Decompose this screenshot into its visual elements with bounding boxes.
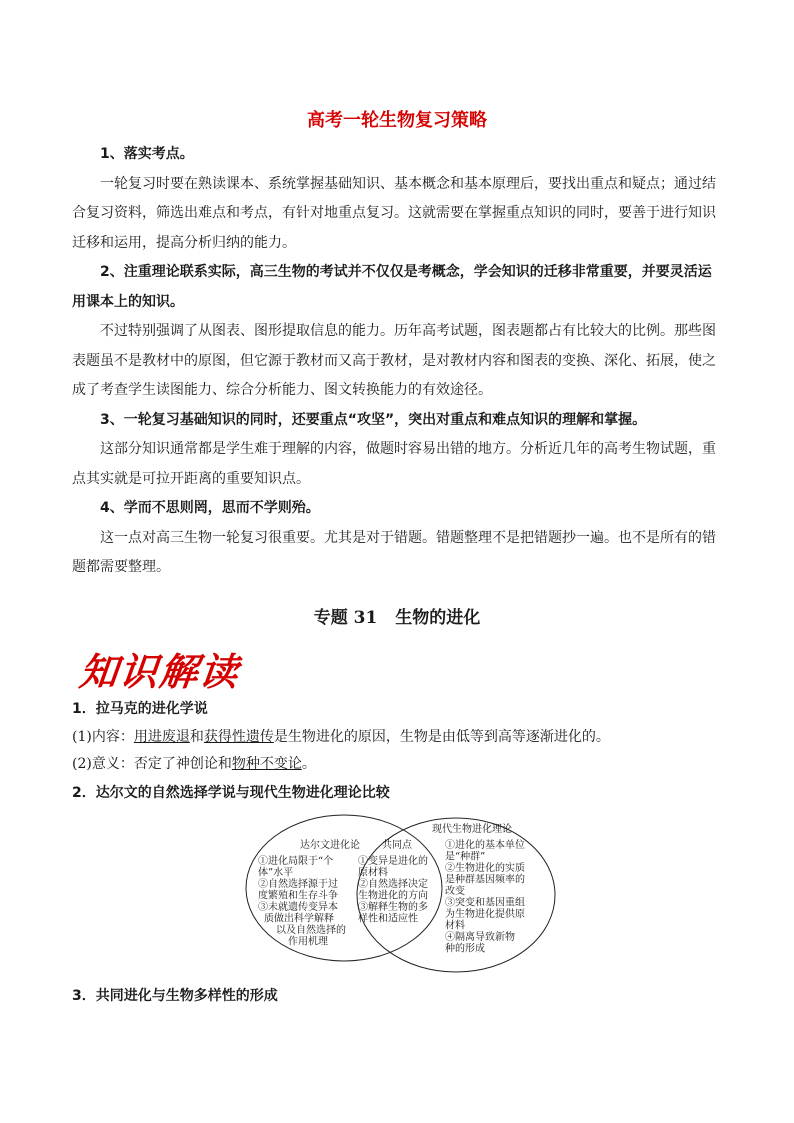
venn-diagram (240, 810, 560, 980)
point-2-heading: 2、注重理论联系实际，高三生物的考试并不仅仅是考概念，学会知识的迁移非常重要，并要灵活运用课本上的知识。 (72, 264, 712, 310)
venn-left-line: 以及自然选择的 (276, 925, 346, 936)
venn-right-line: 是“种群” (445, 851, 486, 863)
point-2-body: 不过特别强调了从图表、图形提取信息的能力。历年高考试题，图表题都占有比较大的比例。那些图表题虽不是教材中的原图，但它源于教材而又高于教材，是对教材内容和图表的变换、深化、拓展，使之成了考查学生读图能力、综合分析能力、图文转换能力的有效途径。 (72, 323, 716, 398)
venn-left-title: 达尔文进化论 (300, 840, 360, 851)
venn-mid-line: 样性和适应性 (358, 913, 418, 925)
venn-mid-title: 共同点 (382, 840, 412, 851)
topic-label: 专题 31 (313, 608, 378, 628)
venn-right-title: 现代生物进化理论 (432, 824, 512, 835)
venn-mid-line: ②自然选择决定 (358, 879, 428, 890)
point-4-body: 这一点对高三生物一轮复习很重要。尤其是对于错题。错题整理不是把错题抄一遍。也不是所有的错题都需要整理。 (72, 529, 716, 575)
point-1-body: 一轮复习时要在熟读课本、系统掌握基础知识、基本概念和基本原理后，要找出重点和疑点；通过结合复习资料，筛选出难点和考点，有针对地重点复习。这就需要在掌握重点知识的同时，要善于进行知识迁移和运用，提高分析归纳的能力。 (72, 175, 716, 251)
venn-right-line: ②生物进化的实质 (445, 863, 525, 874)
venn-right-line: ③突变和基因重组 (445, 897, 525, 909)
strategy-body (72, 140, 724, 583)
point-3-body: 这部分知识通常都是学生难于理解的内容，做题时容易出错的地方。分析近几年的高考生物试题，重点其实就是可拉开距离的重要知识点。 (72, 441, 716, 487)
point-4-heading: 4、学而不思则罔，思而不学则殆。 (100, 500, 320, 516)
venn-right-line: 为生物进化提供原 (445, 909, 525, 920)
venn-right-line: ④隔离导致新物 (445, 932, 515, 943)
strategy-title: 高考一轮生物复习策略 (307, 110, 487, 131)
point-3-heading: 3、一轮复习基础知识的同时，还要重点“攻坚”，突出对重点和难点知识的理解和掌握。 (100, 411, 647, 428)
venn-right-line: 是种群基因频率的 (445, 874, 525, 886)
venn-right-line: 材料 (445, 920, 465, 932)
venn-left-line: 质做出科学解释 (264, 913, 334, 925)
venn-left-line: 体”水平 (258, 867, 294, 879)
venn-left-line: 作用机理 (288, 936, 328, 948)
venn-left-line: ②自然选择源于过 (258, 879, 338, 890)
knowledge-banner: 知识解读 (77, 650, 242, 694)
term-acquired-inheritance: 获得性遗传 (203, 729, 274, 745)
section-1-heading: 1．拉马克的进化学说 (72, 701, 208, 717)
venn-mid-line: 生物进化的方向 (358, 890, 428, 902)
venn-right-line: ①进化的基本单位 (445, 840, 525, 851)
point-1-heading: 1、落实考点。 (100, 146, 194, 162)
venn-mid-line: 原材料 (358, 867, 388, 879)
section-3-heading: 3．共同进化与生物多样性的形成 (72, 988, 278, 1004)
topic-name: 生物的进化 (395, 608, 481, 628)
venn-left-line: ①进化局限于“个 (258, 856, 334, 867)
venn-mid-line: ①变异是进化的 (358, 856, 428, 867)
section-2-heading: 2．达尔文的自然选择学说与现代生物进化理论比较 (72, 785, 390, 801)
venn-right-line: 种的形成 (445, 943, 485, 955)
venn-left-line: ③未就遗传变异本 (258, 902, 338, 913)
topic-title (0, 603, 794, 628)
term-use-disuse: 用进废退 (133, 729, 190, 745)
venn-right-line: 改变 (445, 886, 465, 897)
venn-mid-line: ③解释生物的多 (358, 902, 428, 913)
section-1-meaning: (2)意义：否定了神创论和物种不变论。 (72, 756, 316, 772)
section-1-content: (1)内容：用进废退和获得性遗传是生物进化的原因，生物是由低等到高等逐渐进化的。 (72, 729, 610, 745)
term-species-immutability: 物种不变论 (231, 756, 302, 772)
venn-left-line: 度繁殖和生存斗争 (258, 890, 338, 902)
